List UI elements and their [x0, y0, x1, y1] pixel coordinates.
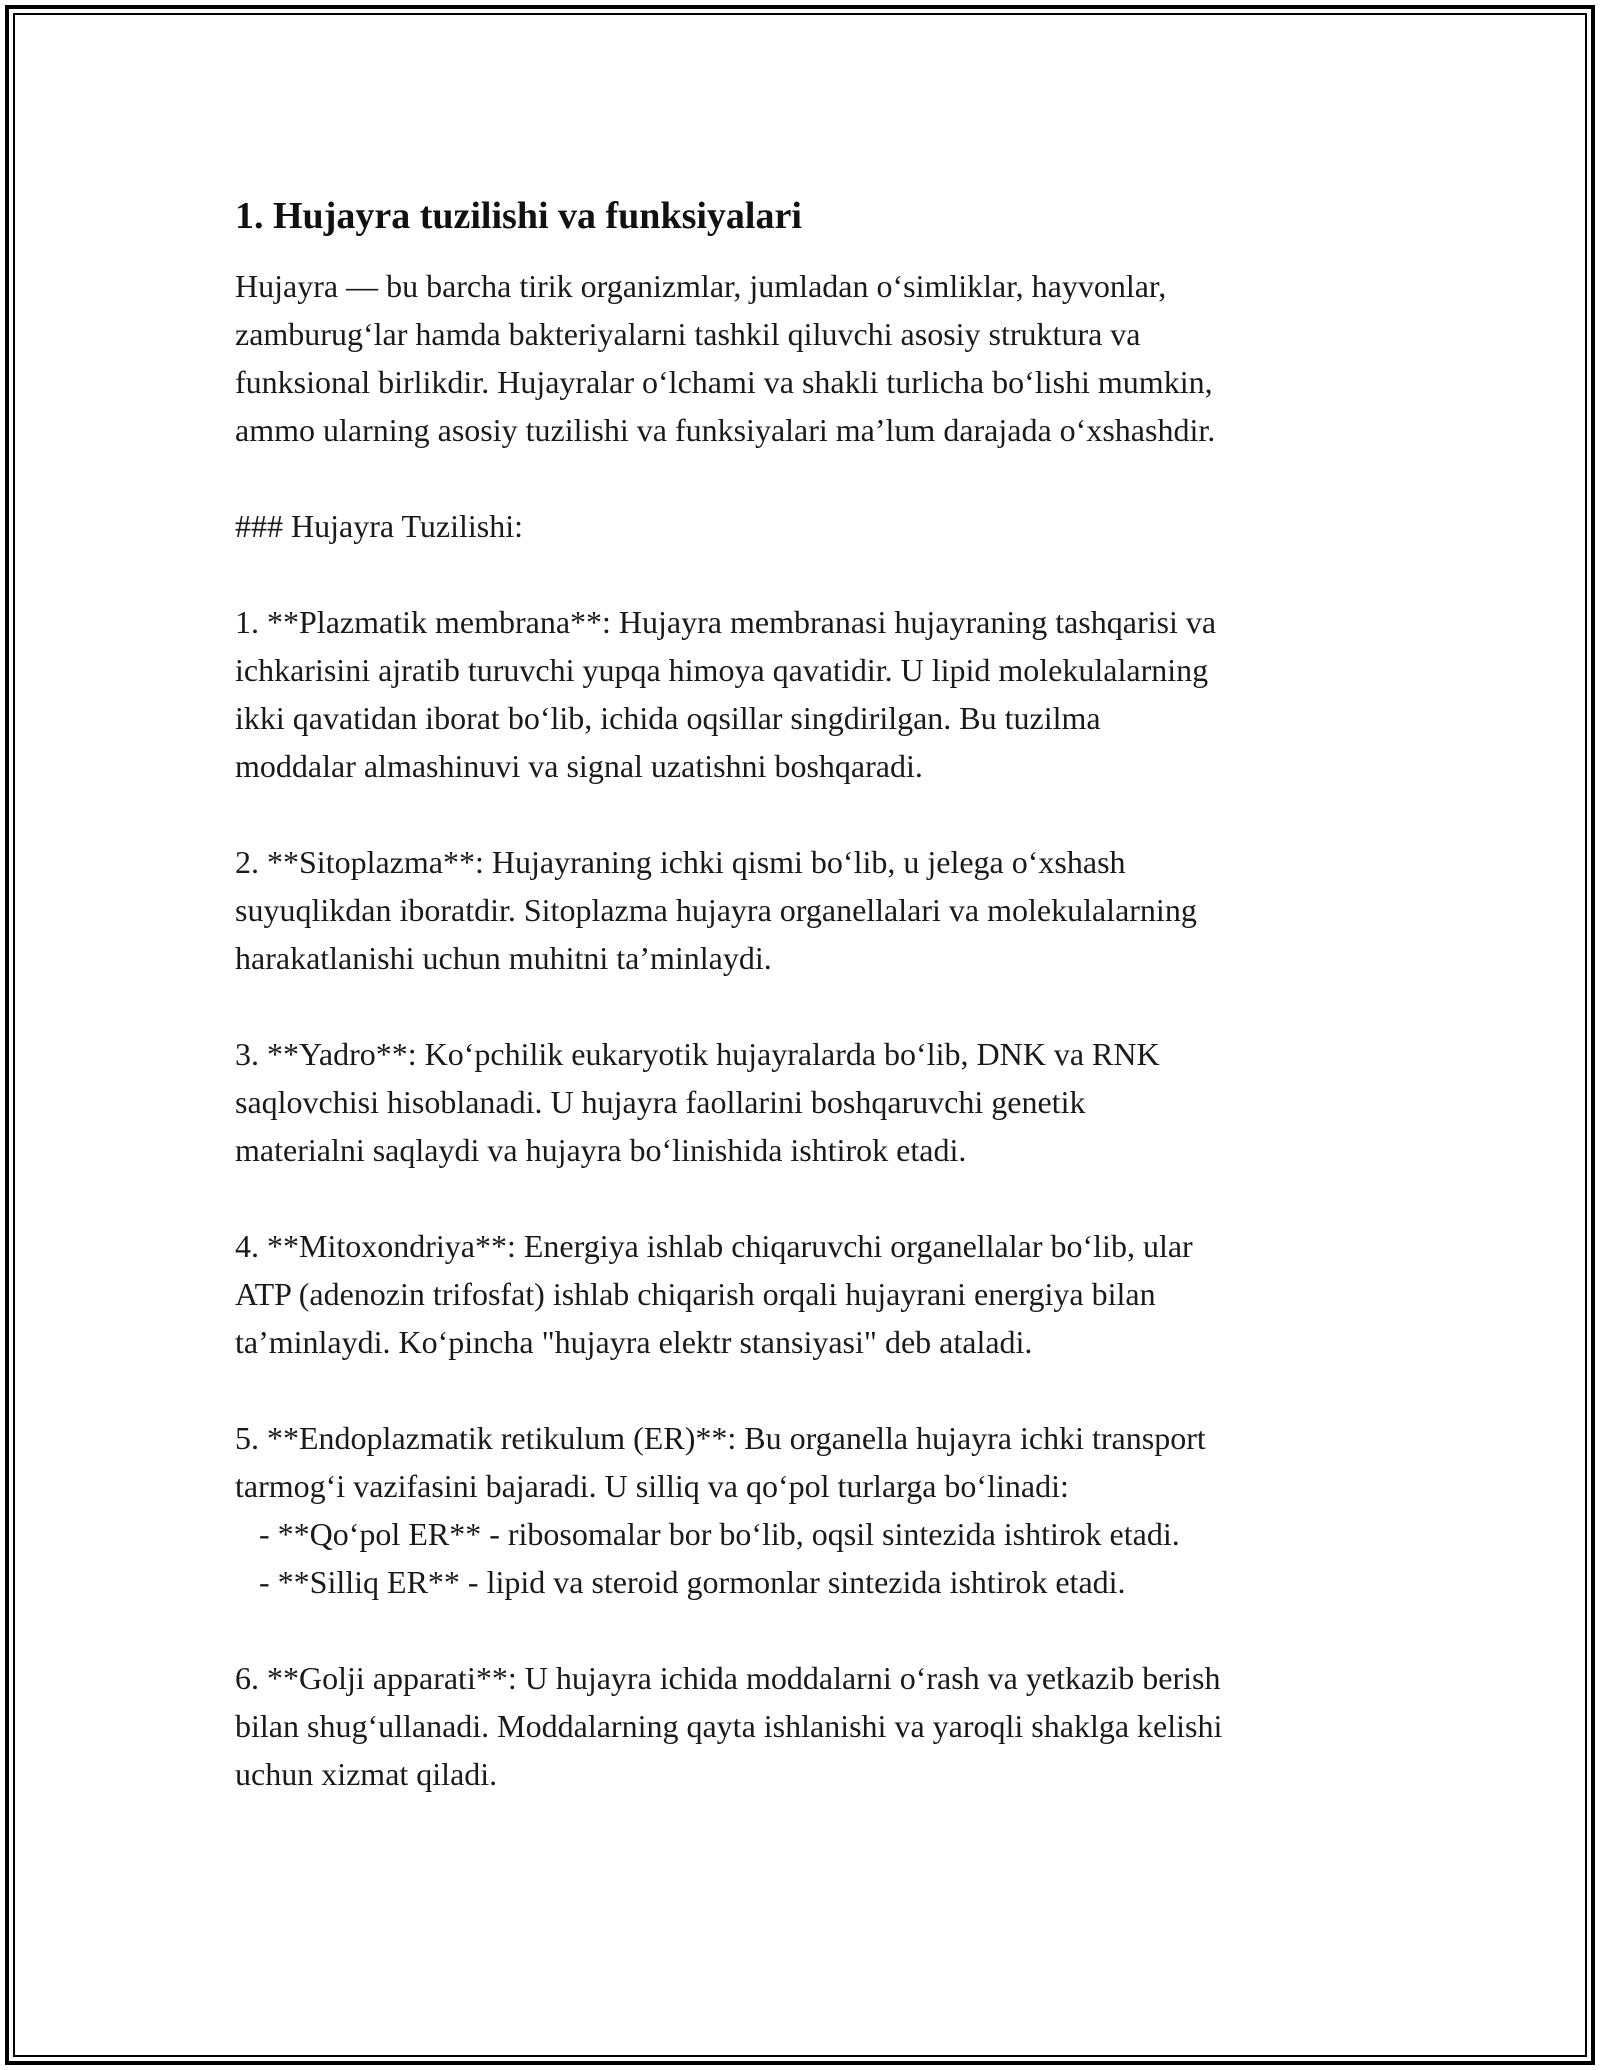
text-line: 2. **Sitoplazma**: Hujayraning ichki qismi bo‘lib, u jelega o‘xshash	[235, 844, 1126, 880]
text-line: 1. **Plazmatik membrana**: Hujayra membranasi hujayraning tashqarisi va	[235, 604, 1217, 640]
text-line: zamburug‘lar hamda bakteriyalarni tashkil qiluvchi asosiy struktura va	[235, 316, 1141, 352]
document-body	[235, 190, 1385, 1798]
paragraph-gap	[235, 550, 1385, 598]
text-line: tarmog‘i vazifasini bajaradi. U silliq va qo‘pol turlarga bo‘linadi:	[235, 1468, 1069, 1504]
text-line: Hujayra — bu barcha tirik organizmlar, jumladan o‘simliklar, hayvonlar,	[235, 268, 1167, 304]
section-heading	[235, 502, 1385, 550]
text-line: 5. **Endoplazmatik retikulum (ER)**: Bu organella hujayra ichki transport	[235, 1420, 1206, 1456]
paragraph-gap	[235, 982, 1385, 1030]
text-line: saqlovchisi hisoblanadi. U hujayra faollarini boshqaruvchi genetik	[235, 1084, 1086, 1120]
item-mitochondria	[235, 1222, 1385, 1366]
text-line: materialni saqlaydi va hujayra bo‘linishida ishtirok etadi.	[235, 1132, 967, 1168]
paragraph-gap	[235, 1174, 1385, 1222]
text-line: 6. **Golji apparati**: U hujayra ichida moddalarni o‘rash va yetkazib berish	[235, 1660, 1221, 1696]
text-line: - **Silliq ER** - lipid va steroid gormonlar sintezida ishtirok etadi.	[235, 1564, 1126, 1600]
item-cytoplasm	[235, 838, 1385, 982]
paragraph-gap	[235, 1366, 1385, 1414]
text-line: ### Hujayra Tuzilishi:	[235, 508, 524, 544]
text-line: suyuqlikdan iboratdir. Sitoplazma hujayra organellalari va molekulalarning	[235, 892, 1197, 928]
text-line: ichkarisini ajratib turuvchi yupqa himoya qavatidir. U lipid molekulalarning	[235, 652, 1209, 688]
text-line: harakatlanishi uchun muhitni ta’minlaydi.	[235, 940, 772, 976]
item-nucleus	[235, 1030, 1385, 1174]
text-line: bilan shug‘ullanadi. Moddalarning qayta ishlanishi va yaroqli shaklga kelishi	[235, 1708, 1223, 1744]
paragraph-gap	[235, 1606, 1385, 1654]
paragraph-gap	[235, 790, 1385, 838]
text-line: funksional birlikdir. Hujayralar o‘lchami va shakli turlicha bo‘lishi mumkin,	[235, 364, 1213, 400]
item-plasma-membrane	[235, 598, 1385, 790]
text-line: 4. **Mitoxondriya**: Energiya ishlab chiqaruvchi organellalar bo‘lib, ular	[235, 1228, 1193, 1264]
text-line: 3. **Yadro**: Ko‘pchilik eukaryotik hujayralarda bo‘lib, DNK va RNK	[235, 1036, 1160, 1072]
text-line: ATP (adenozin trifosfat) ishlab chiqarish orqali hujayrani energiya bilan	[235, 1276, 1156, 1312]
text-line: moddalar almashinuvi va signal uzatishni boshqaradi.	[235, 748, 923, 784]
text-line: ikki qavatidan iborat bo‘lib, ichida oqsillar singdirilgan. Bu tuzilma	[235, 700, 1101, 736]
paragraph-gap	[235, 454, 1385, 502]
intro-paragraph	[235, 262, 1385, 454]
document-title: 1. Hujayra tuzilishi va funksiyalari	[235, 195, 802, 237]
text-line: ammo ularning asosiy tuzilishi va funksiyalari ma’lum darajada o‘xshashdir.	[235, 412, 1216, 448]
text-line: uchun xizmat qiladi.	[235, 1756, 498, 1792]
text-line: ta’minlaydi. Ko‘pincha "hujayra elektr stansiyasi" deb ataladi.	[235, 1324, 1033, 1360]
text-line: - **Qo‘pol ER** - ribosomalar bor bo‘lib, oqsil sintezida ishtirok etadi.	[235, 1516, 1180, 1552]
item-endoplasmic-reticulum	[235, 1414, 1385, 1606]
item-golgi-apparatus	[235, 1654, 1385, 1798]
